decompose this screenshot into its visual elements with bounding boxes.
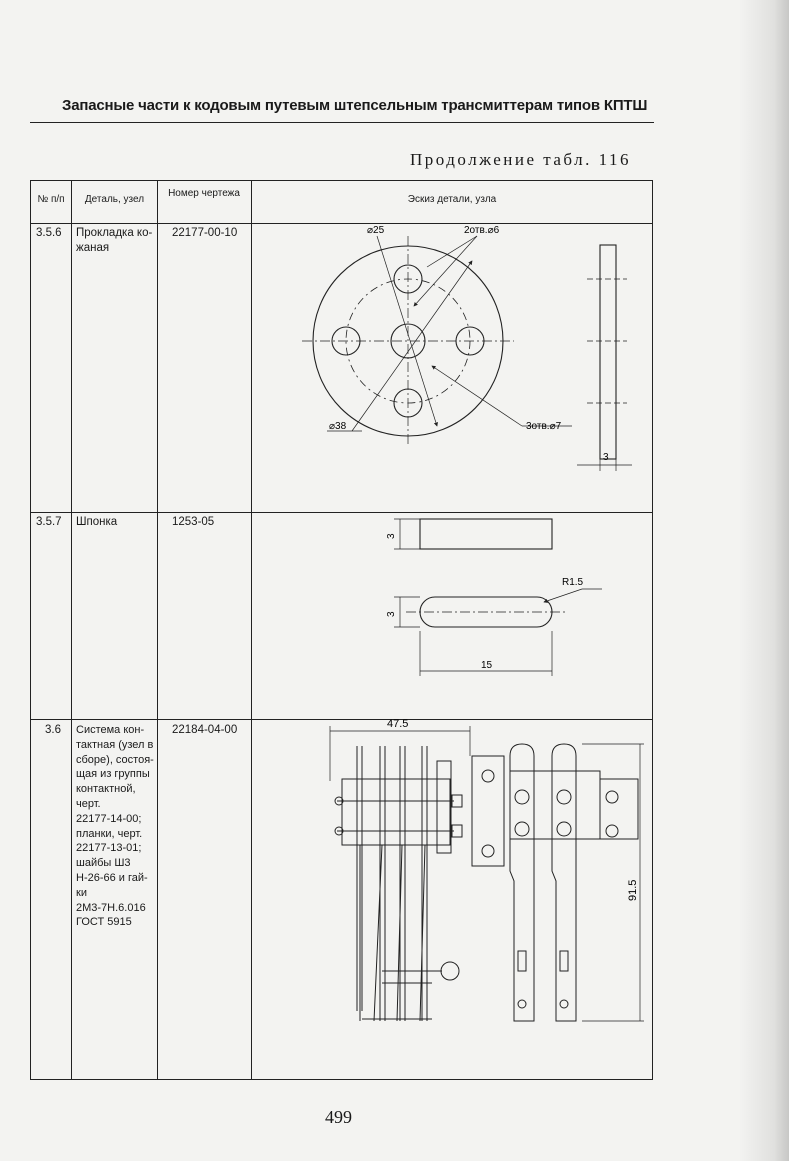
column-divider <box>157 181 158 1079</box>
contact-system-sketch <box>330 726 644 1021</box>
row-part-contact-system: Система кон- тактная (узел в сборе), состоя- щая из группы контактной, черт. 22177-14-00; планки, черт. 22177-13-01; шайбы Ш3 Н-26-66 и гай- ки 2М3-7Н.6.016 ГОСТ 5915 <box>76 724 154 929</box>
row-drawing-22184-04-00: 22184-04-00 <box>172 724 238 736</box>
column-divider <box>251 181 252 1079</box>
row-drawing-1253-05: 1253-05 <box>172 516 215 528</box>
row-drawing-22177-00-10: 22177-00-10 <box>172 227 238 239</box>
header-rule <box>30 122 654 123</box>
row-part-key: Шпонка <box>76 516 118 528</box>
gasket-side-view <box>600 245 616 459</box>
row-num-3-5-7: 3.5.7 <box>36 516 62 528</box>
row-num-3-5-6: 3.5.6 <box>36 227 62 239</box>
parts-table <box>30 180 653 1080</box>
dim-key-height-top: 3 <box>386 533 397 539</box>
header-part: Деталь, узел <box>84 194 145 205</box>
dim-key-height-bottom: 3 <box>386 611 397 617</box>
dim-height-91-5: 91.5 <box>627 879 639 901</box>
header-sketch: Эскиз детали, узла <box>407 194 497 205</box>
sketch-canvas <box>282 181 652 1079</box>
header-drawing-number: Номер чертежа <box>168 188 240 199</box>
dim-d25: ⌀25 <box>367 225 385 236</box>
column-divider <box>71 181 72 1079</box>
dim-2holes-d6: 2отв.⌀6 <box>464 225 500 236</box>
page-number: 499 <box>325 1107 352 1127</box>
row-part-gasket: Прокладка ко- жаная <box>76 227 153 254</box>
table-caption: Продолжение табл. 116 <box>410 150 632 169</box>
dim-key-radius: R1.5 <box>562 577 584 588</box>
gasket-sketch <box>302 236 632 471</box>
key-sketch <box>394 519 602 676</box>
key-top-view <box>420 519 552 549</box>
header-num: № п/п <box>37 194 65 205</box>
dim-key-length: 15 <box>481 660 493 671</box>
dim-d38: ⌀38 <box>329 421 347 432</box>
dim-3holes-d7: 3отв.⌀7 <box>526 421 562 432</box>
page-header-title: Запасные части к кодовым путевым штепсельным трансмиттерам типов КПТШ <box>62 97 648 114</box>
page-edge-shadow <box>739 0 789 1161</box>
dim-thickness-3: 3 <box>603 452 609 463</box>
dim-width-47-5: 47.5 <box>387 718 409 730</box>
row-num-3-6: 3.6 <box>45 724 61 736</box>
